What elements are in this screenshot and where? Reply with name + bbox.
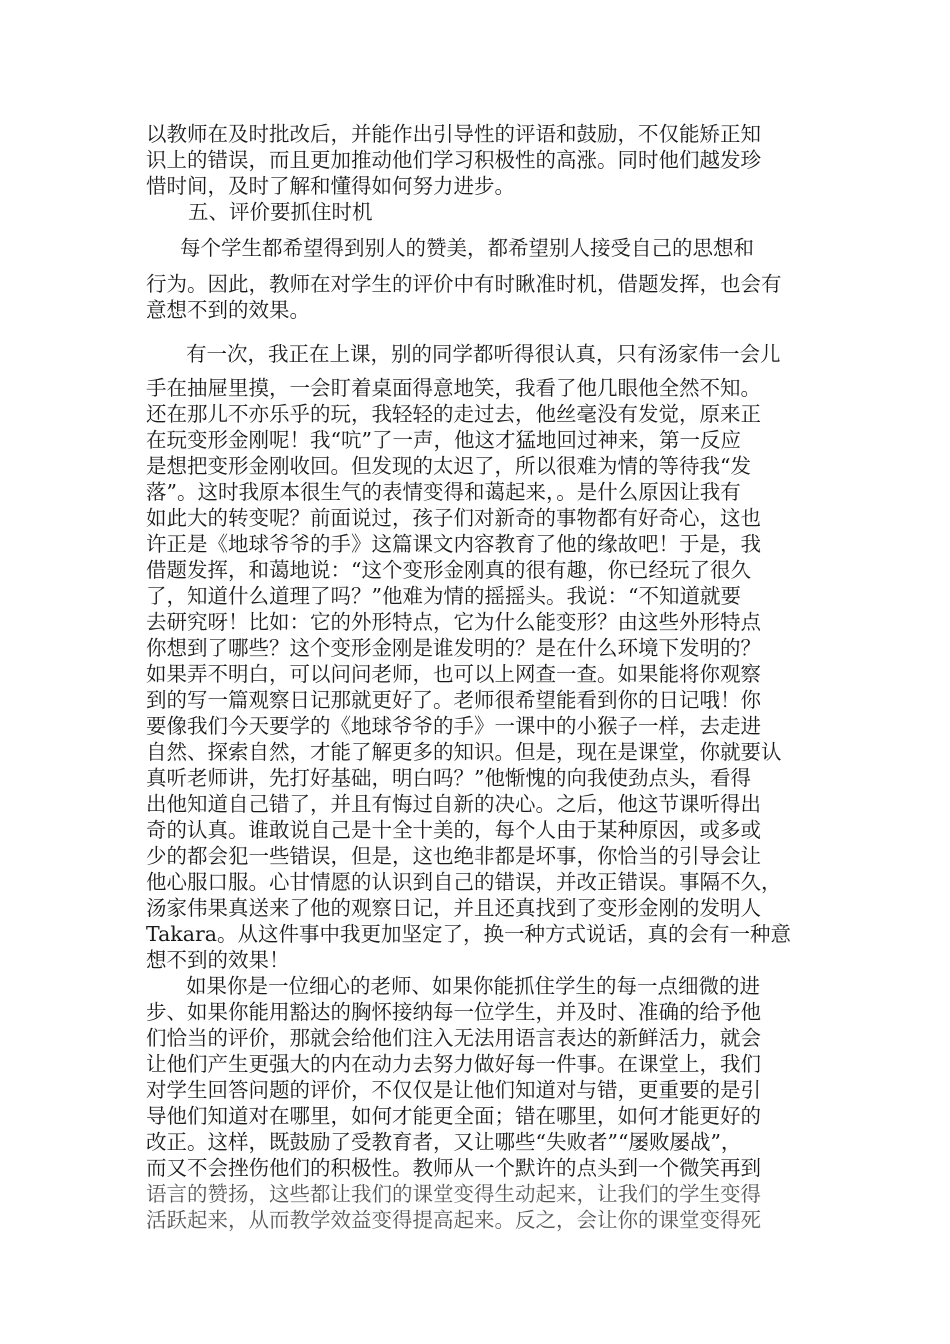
text-line: 真听老师讲，先打好基础，明白吗？”他惭愧的向我使劲点头，看得 — [146, 766, 751, 790]
text-line: 导他们知道对在哪里，如何才能更全面；错在哪里，如何才能更好的 — [146, 1104, 761, 1128]
text-line: 们恰当的评价，那就会给他们注入无法用语言表达的新鲜活力，就会 — [146, 1026, 761, 1050]
text-line: 出他知道自己错了，并且有悔过自新的决心。之后，他这节课听得出 — [146, 792, 761, 816]
text-line: 语言的赞扬，这些都让我们的课堂变得生动起来，让我们的学生变得 — [146, 1182, 761, 1206]
text-line: 想不到的效果！ — [146, 948, 290, 972]
text-line: 而又不会挫伤他们的积极性。教师从一个默许的点头到一个微笑再到 — [146, 1156, 761, 1180]
text-line: 改正。这样，既鼓励了受教育者，又让哪些“失败者”“屡败屡战”， — [146, 1130, 742, 1154]
text-line: 行为。因此，教师在对学生的评价中有时瞅准时机，借题发挥，也会有 — [146, 272, 782, 296]
text-line: 到的写一篇观察日记那就更好了。老师很希望能看到你的日记哦！你 — [146, 688, 761, 712]
section-heading: 五、评价要抓住时机 — [188, 200, 373, 224]
text-line: 他心服口服。心甘情愿的认识到自己的错误，并改正错误。事隔不久， — [146, 870, 782, 894]
text-line: 识上的错误，而且更加推动他们学习积极性的高涨。同时他们越发珍 — [146, 148, 761, 172]
text-line: 惜时间，及时了解和懂得如何努力进步。 — [146, 174, 515, 198]
text-line: 让他们产生更强大的内在动力去努力做好每一件事。在课堂上，我们 — [146, 1052, 761, 1076]
text-line: 如此大的转变呢？前面说过，孩子们对新奇的事物都有好奇心，这也 — [146, 506, 761, 530]
text-line: 如果你是一位细心的老师、如果你能抓住学生的每一点细微的进 — [186, 974, 760, 998]
text-line: 是想把变形金刚收回。但发现的太迟了，所以很难为情的等待我“发 — [146, 454, 751, 478]
text-line: 手在抽屉里摸，一会盯着桌面得意地笑，我看了他几眼他全然不知。 — [146, 376, 761, 400]
text-line: 要像我们今天要学的《地球爷爷的手》一课中的小猴子一样，去走进 — [146, 714, 761, 738]
text-line: 许正是《地球爷爷的手》这篇课文内容教育了他的缘故吧！于是，我 — [146, 532, 761, 556]
text-line: 少的都会犯一些错误，但是，这也绝非都是坏事，你恰当的引导会让 — [146, 844, 761, 868]
text-line: 汤家伟果真送来了他的观察日记，并且还真找到了变形金刚的发明人 — [146, 896, 761, 920]
text-line: 对学生回答问题的评价，不仅仅是让他们知道对与错，更重要的是引 — [146, 1078, 761, 1102]
text-line: 了，知道什么道理了吗？”他难为情的摇摇头。我说：“不知道就要 — [146, 584, 741, 608]
text-line: 还在那儿不亦乐乎的玩，我轻轻的走过去，他丝毫没有发觉，原来正 — [146, 402, 761, 426]
text-line: 在玩变形金刚呢！我“吭”了一声，他这才猛地回过神来，第一反应 — [146, 428, 741, 452]
text-line: 以教师在及时批改后，并能作出引导性的评语和鼓励，不仅能矫正知 — [146, 122, 761, 146]
text-line: Takara。从这件事中我更加坚定了，换一种方式说话，真的会有一种意 — [146, 922, 791, 946]
text-line: 自然、探索自然，才能了解更多的知识。但是，现在是课堂，你就要认 — [146, 740, 782, 764]
text-line: 步、如果你能用豁达的胸怀接纳每一位学生，并及时、准确的给予他 — [146, 1000, 761, 1024]
text-line: 落”。这时我原本很生气的表情变得和蔼起来，。是什么原因让我有 — [146, 480, 741, 504]
text-line: 活跃起来，从而教学效益变得提高起来。反之，会让你的课堂变得死 — [146, 1208, 761, 1232]
text-line: 每个学生都希望得到别人的赞美，都希望别人接受自己的思想和 — [180, 236, 754, 260]
text-line: 你想到了哪些？这个变形金刚是谁发明的？是在什么环境下发明的？ — [146, 636, 761, 660]
text-line: 意想不到的效果。 — [146, 298, 310, 322]
text-line: 借题发挥，和蔼地说：“这个变形金刚真的很有趣，你已经玩了很久 — [146, 558, 751, 582]
text-line: 奇的认真。谁敢说自己是十全十美的，每个人由于某种原因，或多或 — [146, 818, 761, 842]
text-line: 去研究呀！比如：它的外形特点，它为什么能变形？由这些外形特点 — [146, 610, 761, 634]
text-line: 如果弄不明白，可以问问老师，也可以上网查一查。如果能将你观察 — [146, 662, 761, 686]
text-line: 有一次，我正在上课，别的同学都听得很认真，只有汤家伟一会儿 — [186, 342, 781, 366]
